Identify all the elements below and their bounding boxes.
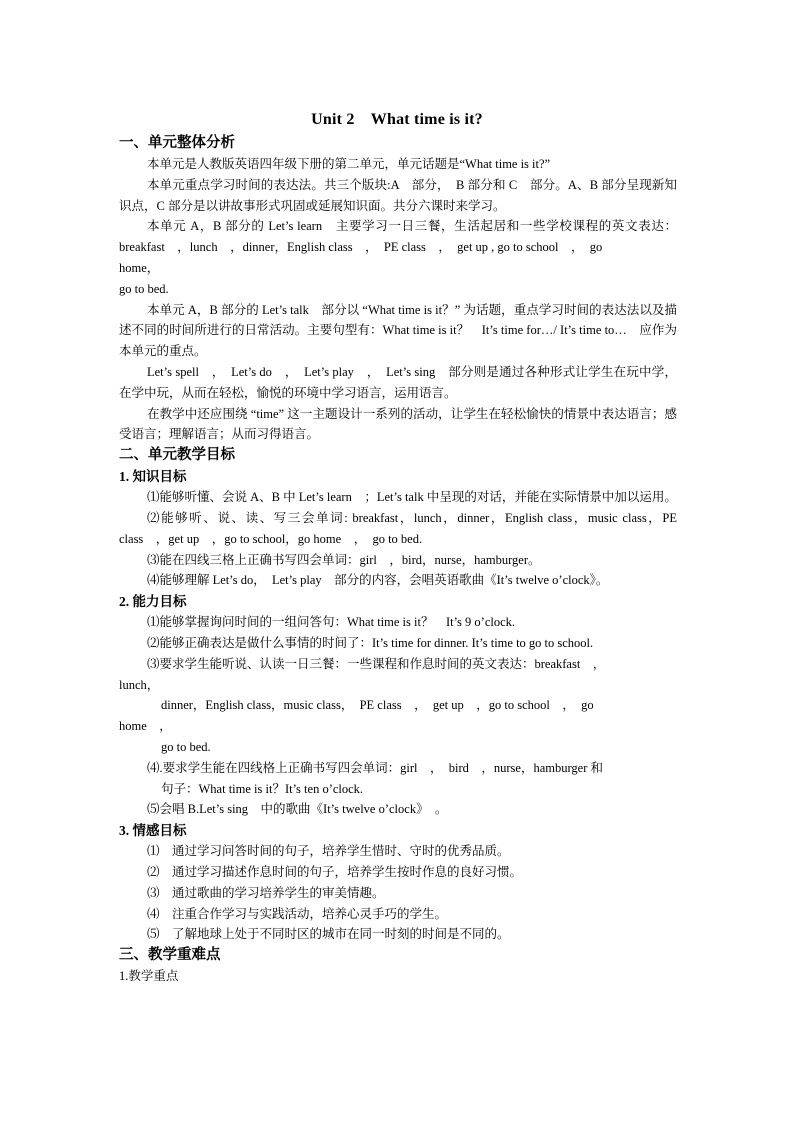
subheading-emotional-goals: 3. 情感目标 — [119, 823, 187, 839]
list-item-continuation: home ， — [119, 719, 172, 734]
subheading-ability-goals: 2. 能力目标 — [119, 594, 187, 610]
paragraph: 在教学中还应围绕 “time” 这一主题设计一系列的活动，让学生在轻松愉快的情景中表达语言；感受语言；理解语言；从而习得语言。 — [119, 406, 677, 442]
list-item: ⑵能够正确表达是做什么事情的时间了：It’s time for dinner. It’s time to go to school. — [147, 635, 594, 650]
list-item: ⑷能够理解 Let’s do， Let’s play 部分的内容，会唱英语歌曲《It’s twelve o’clock》。 — [147, 573, 609, 588]
document-body — [119, 133, 677, 987]
subheading-knowledge-goals: 1. 知识目标 — [119, 469, 187, 485]
list-item: ⑸ 了解地球上处于不同时区的城市在同一时刻的时间是不同的。 — [147, 927, 510, 942]
section-heading-teaching-goals: 二、单元教学目标 — [119, 447, 235, 464]
list-item: ⑷ 注重合作学习与实践活动，培养心灵手巧的学生。 — [147, 906, 448, 921]
paragraph-continuation: home， — [119, 260, 160, 275]
paragraph: 本单元 A，B 部分的 Let’s talk 部分以 “What time is it？” 为话题，重点学习时间的表达法以及描述不同的时间所进行的日常活动。主要句型有：What time is it？ It’s time for…/ It’s time to… 应作为本单元的重点。 — [119, 302, 677, 359]
section-heading-key-points: 三、教学重难点 — [119, 947, 221, 964]
document-title: Unit 2 What time is it? — [311, 111, 483, 128]
list-item: ⑶能在四线三格上正确书写四会单词：girl ，bird，nurse，hamburger。 — [147, 552, 541, 567]
list-item: ⑵ 通过学习描述作息时间的句子，培养学生按时作息的良好习惯。 — [147, 864, 523, 879]
list-item: ⑸会唱 B.Let’s sing 中的歌曲《It’s twelve o’clock》 。 — [147, 802, 448, 817]
paragraph-continuation: go to bed. — [119, 281, 169, 296]
list-item: ⑶要求学生能听说、认读一日三餐：一些课程和作息时间的英文表达：breakfast ， — [147, 656, 606, 671]
paragraph: 本单元 A，B 部分的 Let’s learn 主要学习一日三餐，生活起居和一些学校课程的英文表达：breakfast ，lunch ，dinner，English class ， PE class ， get up , go to school ， go — [119, 219, 677, 255]
list-item: ⑷.要求学生能在四线格上正确书写四会单词：girl ， bird ，nurse，hamburger 和 — [147, 760, 603, 775]
subheading-teaching-focus: 1.教学重点 — [119, 969, 179, 984]
paragraph: 本单元重点学习时间的表达法。共三个版块:A 部分， B 部分和 C 部分。A、B 部分呈现新知识点，C 部分是以讲故事形式巩固或延展知识面。共分六课时来学习。 — [119, 177, 677, 213]
list-item-continuation: 句子：What time is it？It’s ten o’clock. — [161, 781, 364, 796]
list-item: ⑴ 通过学习问答时间的句子，培养学生惜时、守时的优秀品质。 — [147, 844, 510, 859]
list-item: ⑵能够听、说、读、写三会单词: breakfast，lunch，dinner，English class，music class，PE class ，get up ，go to school，go home ， go to bed. — [119, 510, 677, 546]
list-item: ⑴能够听懂、会说 A、B 中 Let’s learn ；Let’s talk 中呈现的对话，并能在实际情景中加以运用。 — [147, 490, 677, 505]
list-item: ⑶ 通过歌曲的学习培养学生的审美情趣。 — [147, 885, 385, 900]
section-heading-unit-analysis: 一、单元整体分析 — [119, 135, 235, 151]
list-item: ⑴能够掌握询问时间的一组问答句：What time is it？ It’s 9 o’clock. — [147, 615, 516, 630]
list-item-continuation: lunch， — [119, 677, 160, 692]
list-item-continuation: dinner，English class，music class， PE class ， get up ，go to school ， go — [161, 698, 594, 713]
paragraph: 本单元是人教版英语四年级下册的第二单元，单元话题是“What time is it?” — [147, 157, 551, 171]
list-item-continuation: go to bed. — [161, 739, 211, 754]
paragraph: Let’s spell ， Let’s do ， Let’s play ， Let’s sing 部分则是通过各种形式让学生在玩中学，在学中玩，从而在轻松，愉悦的环境中学习语言，运用语言。 — [119, 364, 677, 400]
